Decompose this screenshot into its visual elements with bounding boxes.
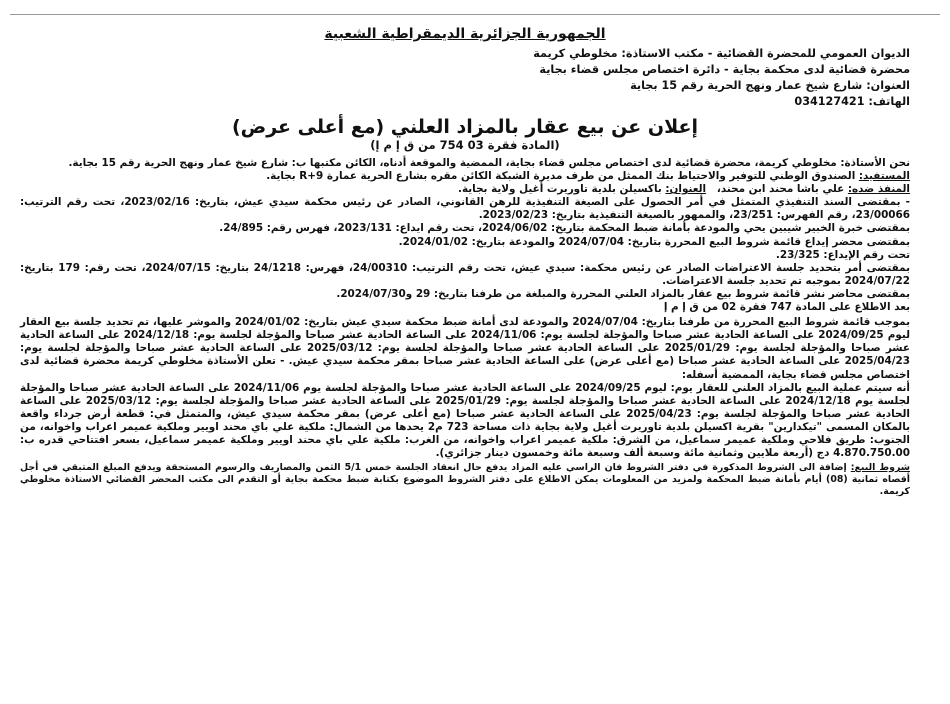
notice-subtitle: (المادة فقرة 03 754 من ق إ م إ) — [370, 138, 560, 152]
reference-line: بمقتضى محضر إيداع قائمة شروط البيع المحررة بتاريخ: 2024/07/04 والمودعة بتاريخ: 2024/01/02. — [398, 235, 910, 248]
reference-line: تحت رقم الإيداع: 23/325. — [775, 248, 910, 261]
intro-paragraph: نحن الأستاذة: مخلوطي كريمة، محضرة قضائية لدى اختصاص مجلس قضاء بجاية، الممضية والموقعة أدناه، الكائن مكتبها ب: شارع شيخ عمار ونهج الحرية رقم 15 بجاية. — [68, 157, 910, 169]
notice-title: إعلان عن بيع عقار بالمزاد العلني (مع أعلى عرض) — [232, 116, 698, 138]
debtor-address-label: العنوان: — [665, 183, 707, 196]
beneficiary-label: المستفيد: — [858, 170, 910, 183]
office-address: العنوان: شارع شيخ عمار ونهج الحرية رقم 15 بجاية — [630, 79, 910, 92]
top-rule — [10, 14, 940, 15]
conditions-label: شروط البيع: — [850, 462, 910, 474]
reference-line: بعد الاطلاع على المادة 747 فقرة 02 من ق إ م إ — [663, 301, 910, 314]
reference-line: بمقتضى خبرة الخبير شيبين يحي والمودعة بأمانة ضبط المحكمة بتاريخ: 2024/06/02، تحت رقم ايداع: 2023/131، فهرس رقم: 24/895. — [219, 222, 910, 235]
office-name: الديوان العمومي للمحضرة القضائية - مكتب الاستاذة: مخلوطي كريمة — [533, 47, 910, 60]
reference-line: بمقتضى أمر بتحديد جلسة الاعتراضات الصادر عن رئيس محكمة: سيدي عيش، تحت رقم الترتيب: 24/00310، فهرس: 24/1218 بتاريخ: 2024/07/15، تحت رقم: 179 بتاريخ: 2024/07/22 بموجبه تم تحديد جلسة الاعتراضات. — [20, 261, 910, 287]
beneficiary-text: الصندوق الوطني للتوفير والاحتياط بنك الممثل من طرف مديرة الشبكة الكائن مقره بشارع الحرية عمارة R+9 بجاية. — [266, 170, 859, 183]
conditions-paragraph — [20, 462, 910, 498]
office-jurisdiction: محضرة قضائية لدى محكمة بجاية - دائرة اختصاص مجلس قضاء بجاية — [539, 63, 910, 76]
reference-line: - بمقتضى السند التنفيذي المتمثل في أمر الحصول على الصيغة التنفيذية للرهن القانوني، الصادر عن رئيس محكمة سيدي عيش، بتاريخ: 2023/02/16، تحت رقم الترتيب: 23/00066، رقم الفهرس: 23/251، والممهور بالصيغة التنفيذية بتاريخ: 2023/02/23. — [20, 196, 910, 222]
sale-paragraph: أنه سيتم عملية البيع بالمزاد العلني للعقار يوم: ليوم 2024/09/25 على الساعة الحادية عشر صباحا والمؤجلة لجلسة يوم 2024/11/06 على الساعة الحادية عشر صباحا والمؤجلة لجلسة يوم 2024/12/18 على الساعة الحادية عشر صباحا والمؤجلة لجلسة يوم: 2025/01/29 على الساعة الحادية عشر صباحا والمؤجلة لجلسة يوم: 2025/03/12 على الساعة الحادية عشر صباحا والمؤجلة لجلسة يوم: 2025/04/23 على الساعة الحادية عشر صباحا (مع أعلى عرض) بمقر محكمة سيدي عيش، والمتمثل في: قطعة أرض جرداء واقعة بالمكان المسمى "تيكدارين" بقرية اكسيلن بلدية تاوريرت أغيل ولاية بجاية ذات مساحة 723 م2 يحدها من الشمال: ملكية علي باي محند اويير وملكية عميمر اعراب واخوانه، من الجنوب: طريق فلاحي وملكية عميمر سماعيل، من الشرق: ملكية عميمر اعراب واخوانه، من الغرب: ملكية علي باي محند اويير وملكية عميمر سماعيل، بسعر افتتاحي قدره ب: 4.870.750.00 دج (أربعة ملايين وثمانية مائة وسبعة ألف وسبعة مائة وخمسون دينار جزائري). — [20, 381, 911, 460]
conditions-text: إضافة الى الشروط المذكورة في دفتر الشروط فان الراسي عليه المزاد يدفع حال انعقاد الجلسة خمس 5/1 الثمن والمصاريف والرسوم المستحقة ويدفع المبلغ المتبقي في أجل أقصاه ثمانية (08) أيام بأمانة ضبط المحكمة ولمزيد من المعلومات يمكن الاطلاع على دفتر الشروط الموضوع بكتابة ضبط محكمة بجاية أو التقدم الى مكتب المحضر القضائي الاستاذة مخلوطي كريمة. — [20, 462, 910, 498]
debtor-line — [20, 183, 910, 196]
schedule-paragraph: بموجب قائمة شروط البيع المحررة من طرفنا بتاريخ: 2024/07/04 والمودعة لدى أمانة ضبط محكمة سيدي عيش بتاريخ: 2024/01/02 والموشر عليها، تم تحديد جلسة بيع العقار ليوم 2024/09/25 على الساعة الحادية عشر صباحا والمؤجلة لجلسة يوم: 2024/11/06 على الساعة الحادية عشر صباحا والمؤجلة لجلسة يوم: 2024/12/18 على الساعة الحادية عشر صباحا والمؤجلة لجلسة يوم: 2025/01/29 على الساعة الحادية عشر صباحا والمؤجلة لجلسة يوم: 2025/03/12 على الساعة الحادية عشر صباحا والمؤجلة لجلسة يوم: 2025/04/23 على الساعة الحادية عشر صباحا (مع أعلى عرض) على الساعة الحادية عشر صباحا بمقر محكمة سيدي عيش. - تعلن الأستاذة مخلوطي كريمة محضرة قضائية لدى اختصاص مجلس قضاء بجاية، الممضية أسفله: — [20, 316, 910, 381]
debtor-text: علي باشا محند ابن محند، — [716, 183, 848, 196]
office-phone: الهاتف: 034127421 — [794, 95, 910, 108]
beneficiary-line — [20, 170, 910, 183]
office-header — [20, 46, 910, 110]
debtor-label: المنفذ ضده: — [847, 183, 910, 196]
reference-line: بمقتضى محاضر نشر قائمة شروط بيع عقار بالمزاد العلني المحررة والمبلغة من طرفنا بتاريخ: 29 و2024/07/30. — [336, 287, 910, 300]
debtor-address: باكسيلن بلدية تاوريرت أغيل ولاية بجاية. — [458, 183, 666, 196]
republic-heading: الجمهورية الجزائرية الديمقراطية الشعبية — [324, 26, 606, 42]
